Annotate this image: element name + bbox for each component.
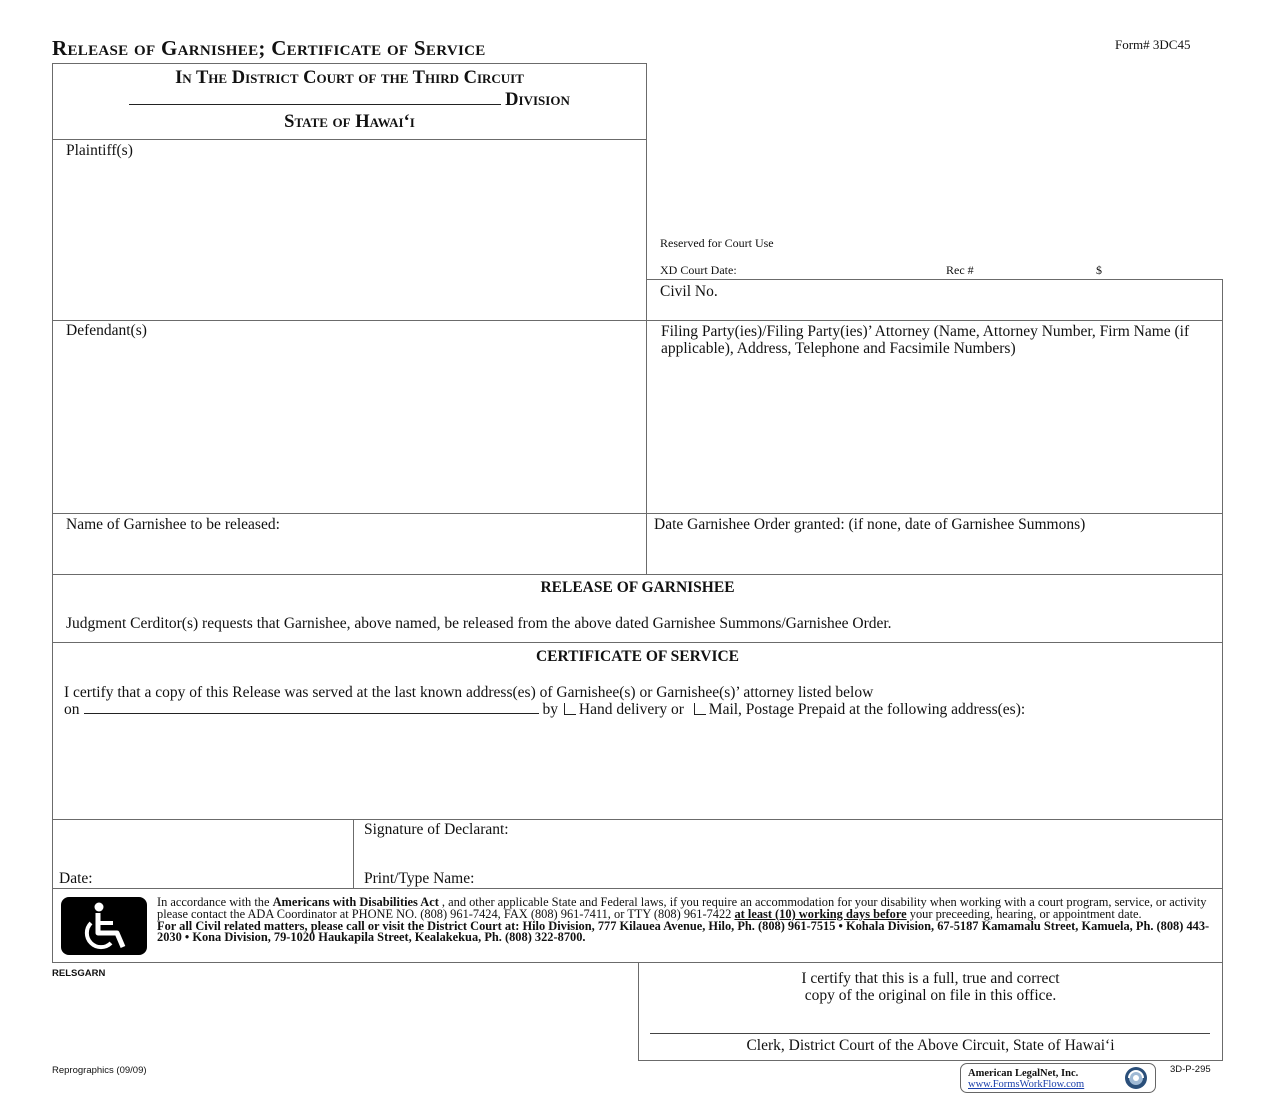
- clerk-signature-label: Clerk, District Court of the Above Circuit, State of Hawai‘i: [746, 1037, 1115, 1054]
- page-code: 3D-P-295: [1170, 1064, 1211, 1075]
- plaintiffs-field[interactable]: [54, 165, 644, 315]
- divider: [52, 63, 647, 64]
- service-date-blank[interactable]: [84, 701, 539, 714]
- plaintiffs-label: Plaintiff(s): [66, 142, 133, 159]
- print-name-label: Print/Type Name:: [364, 870, 475, 887]
- service-addresses-field[interactable]: [54, 722, 1220, 817]
- divider: [646, 139, 647, 574]
- ada-text: , and other applicable State and Federal laws, if you require an accommodation for your disability when working with a court program, service, or activity please contact the ADA Coordinator at PHONE NO. (808) 961-7424, FAX (808) 961-7411, or TTY (808) 961-7422: [157, 895, 1207, 921]
- hand-delivery-checkbox[interactable]: [564, 703, 576, 715]
- divider: [353, 819, 354, 889]
- form-number: Form# 3DC45: [1115, 37, 1191, 52]
- certificate-text: I certify that a copy of this Release was served at the last known address(es) of Garnishee(s) or Garnishee(s)’ attorney listed below: [64, 684, 874, 701]
- wheelchair-accessibility-icon: [61, 897, 147, 955]
- division-blank[interactable]: [129, 90, 501, 105]
- vendor-badge[interactable]: [960, 1063, 1156, 1093]
- filing-party-field[interactable]: [650, 380, 1220, 510]
- civil-no-field[interactable]: [740, 282, 1218, 318]
- garnishee-name-label: Name of Garnishee to be released:: [66, 516, 280, 533]
- xd-court-date-label: XD Court Date:: [660, 263, 737, 277]
- release-text: Judgment Cerditor(s) requests that Garnishee, above named, be released from the above dated Garnishee Summons/Garnishee Order.: [66, 615, 892, 632]
- ada-text: In accordance with the: [157, 895, 273, 909]
- date-label: Date:: [59, 870, 93, 887]
- reserved-court-use-label: Reserved for Court Use: [660, 236, 774, 250]
- dollar-label: $: [1096, 263, 1102, 277]
- by-label: by: [542, 701, 558, 718]
- vendor-url-link[interactable]: www.FormsWorkFlow.com: [968, 1079, 1085, 1090]
- defendants-field[interactable]: [54, 345, 644, 510]
- filing-party-label: Filing Party(ies)/Filing Party(ies)’ Attorney (Name, Attorney Number, Firm Name (if applicable), Address, Telephone and Facsimile Numbers): [661, 323, 1190, 357]
- clerk-cert-line1: I certify that this is a full, true and correct: [801, 970, 1060, 987]
- divider: [1222, 279, 1223, 963]
- release-heading: RELEASE OF GARNISHEE: [540, 579, 735, 596]
- ada-deadline: at least (10) working days before: [734, 906, 907, 921]
- division-label: Division: [505, 90, 570, 110]
- signature-label: Signature of Declarant:: [364, 821, 509, 838]
- vendor-name: American LegalNet, Inc.: [968, 1068, 1079, 1079]
- divider: [52, 889, 53, 963]
- reprographics-label: Reprographics (09/09): [52, 1065, 147, 1076]
- clerk-cert-line2: copy of the original on file in this office.: [804, 987, 1057, 1004]
- divider: [646, 279, 1223, 280]
- certificate-heading: CERTIFICATE OF SERVICE: [535, 648, 740, 665]
- order-date-field[interactable]: [650, 538, 1220, 572]
- divider: [52, 513, 1223, 514]
- divider: [52, 819, 1223, 820]
- mail-checkbox[interactable]: [694, 703, 706, 715]
- divider: [52, 574, 1223, 575]
- on-label: on: [64, 701, 80, 718]
- state-name: State of Hawai‘i: [284, 112, 415, 132]
- page-title: Release of Garnishee; Certificate of Service: [52, 36, 486, 60]
- date-field[interactable]: [105, 866, 345, 886]
- order-date-label: Date Garnishee Order granted: (if none, date of Garnishee Summons): [654, 516, 1086, 533]
- hand-delivery-label: Hand delivery or: [578, 701, 684, 718]
- globe-logo-icon: [1119, 1066, 1153, 1090]
- divider: [52, 888, 1223, 889]
- clerk-signature-line[interactable]: [650, 1033, 1210, 1034]
- divider: [52, 139, 647, 140]
- rec-number-label: Rec #: [946, 263, 974, 277]
- divider: [52, 642, 1223, 643]
- civil-no-label: Civil No.: [660, 283, 718, 300]
- signature-field[interactable]: [560, 822, 1215, 862]
- ada-notice: [157, 897, 1217, 944]
- ada-act-name: Americans with Disabilities Act: [272, 895, 439, 909]
- service-method-line: [64, 701, 1025, 719]
- ada-text: your preceeding, hearing, or appointment date.: [906, 906, 1142, 921]
- mail-label: Mail, Postage Prepaid at the following address(es):: [708, 701, 1026, 718]
- defendants-label: Defendant(s): [66, 322, 147, 339]
- court-locations: For all Civil related matters, please call or visit the District Court at: Hilo Division, 777 Kilauea Avenue, Hilo, Ph. (808) 961-7515 • Kohala Division, 67-5187 Kamamalu Street, Kamuela, Ph. (808) 443-2030 • Kona Division, 79-1020 Haukapila Street, Kealakekua, Ph. (808) 322-8700.: [157, 918, 1210, 945]
- divider: [52, 320, 1223, 321]
- division-line: [52, 90, 647, 111]
- garnishee-name-field[interactable]: [54, 538, 644, 572]
- court-name: In The District Court of the Third Circuit: [175, 68, 524, 88]
- form-code: RELSGARN: [52, 968, 106, 979]
- print-name-field[interactable]: [520, 866, 1215, 886]
